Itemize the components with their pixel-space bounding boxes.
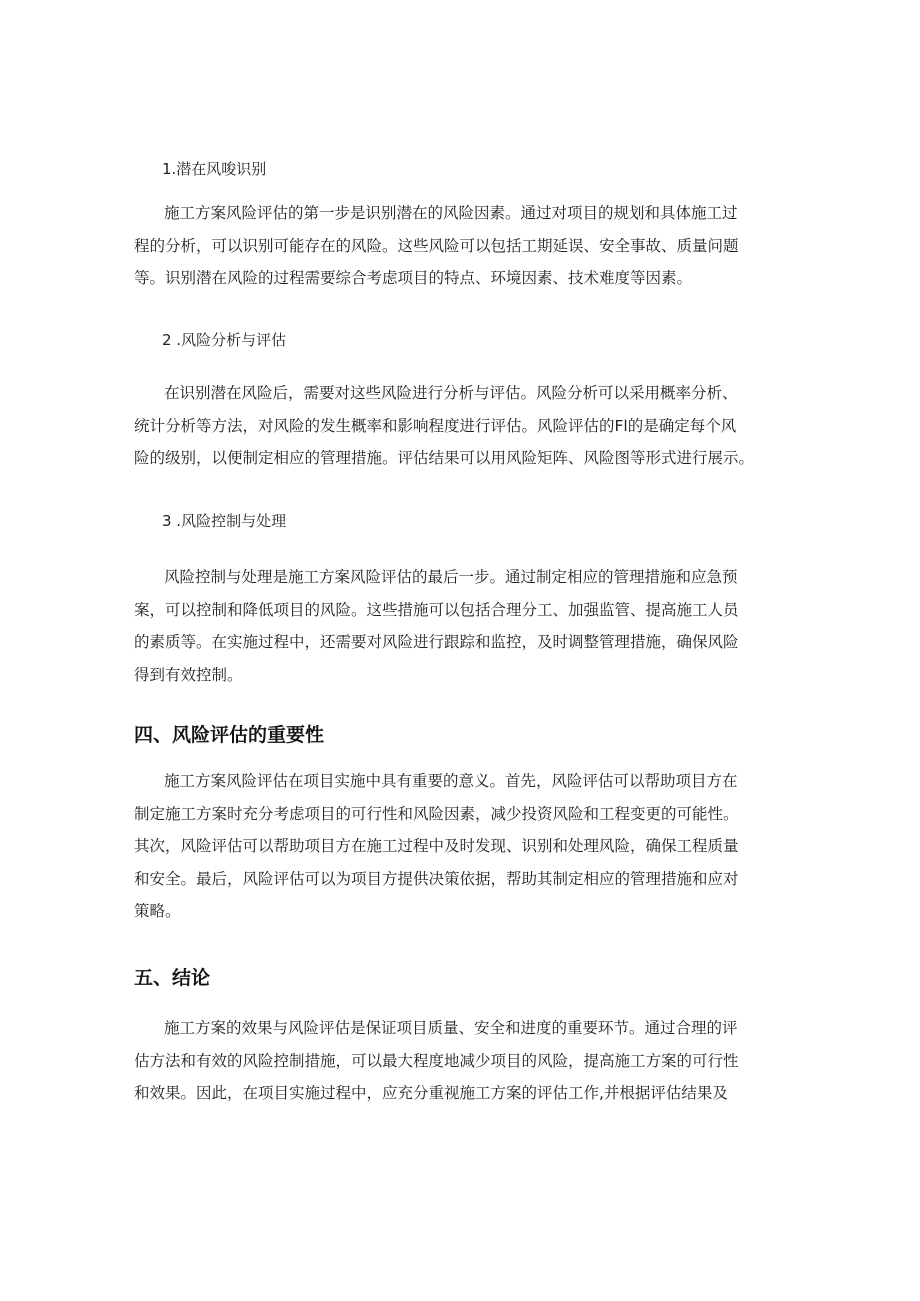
item-heading-3: 3 .风险控制与处理 xyxy=(162,512,287,530)
paragraph-line: 得到有效控制。 xyxy=(134,665,243,684)
paragraph-line: 在识别潜在风险后，需要对这些风险进行分析与评估。风险分析可以采用概率分析、 xyxy=(164,384,738,402)
item-heading-2: 2 .风险分析与评估 xyxy=(162,331,287,349)
paragraph-item-3 xyxy=(134,561,798,691)
paragraph-line: 施工方案风险评估的第一步是识别潜在的风险因素。通过对项目的规划和具体施工过 xyxy=(164,204,738,222)
paragraph-section-5 xyxy=(134,1012,798,1110)
paragraph-line: 估方法和有效的风险控制措施，可以最大程度地减少项目的风险，提高施工方案的可行性 xyxy=(134,1051,739,1070)
paragraph-line: 等。识别潜在风险的过程需要综合考虑项目的特点、环境因素、技术难度等因素。 xyxy=(134,269,693,287)
paragraph-line: 制定施工方案时充分考虑项目的可行性和风险因素，减少投资风险和工程变更的可能性。 xyxy=(134,804,739,823)
paragraph-line: 和安全。最后，风险评估可以为项目方提供决策依据，帮助其制定相应的管理措施和应对 xyxy=(134,869,739,888)
paragraph-line: 案，可以控制和降低项目的风险。这些措施可以包括合理分工、加强监管、提高施工人员 xyxy=(134,600,739,619)
paragraph-section-4 xyxy=(134,765,798,928)
paragraph-line: 施工方案的效果与风险评估是保证项目质量、安全和进度的重要环节。通过合理的评 xyxy=(164,1019,738,1037)
paragraph-item-1 xyxy=(134,197,798,295)
paragraph-item-2 xyxy=(134,377,798,475)
paragraph-line: 施工方案风险评估在项目实施中具有重要的意义。首先，风险评估可以帮助项目方在 xyxy=(164,772,738,790)
section-heading-5: 五、结论 xyxy=(134,967,211,989)
paragraph-line: 策略。 xyxy=(134,902,181,920)
paragraph-line: 险的级别，以便制定相应的管理措施。评估结果可以用风险矩阵、风险图等形式进行展示。 xyxy=(134,449,755,467)
paragraph-line: 和效果。因此，在项目实施过程中，应充分重视施工方案的评估工作,并根据评估结果及 xyxy=(134,1084,728,1102)
paragraph-line: 风险控制与处理是施工方案风险评估的最后一步。通过制定相应的管理措施和应急预 xyxy=(164,568,738,586)
paragraph-line: 的素质等。在实施过程中，还需要对风险进行跟踪和监控，及时调整管理措施，确保风险 xyxy=(134,633,739,651)
item-heading-1: 1.潜在风唆识别 xyxy=(162,160,267,178)
section-heading-4: 四、风险评估的重要性 xyxy=(134,724,325,746)
paragraph-line: 其次，风险评估可以帮助项目方在施工过程中及时发现、识别和处理风险，确保工程质量 xyxy=(134,837,739,855)
paragraph-line: 程的分析，可以识别可能存在的风险。这些风险可以包括工期延误、安全事故、质量问题 xyxy=(134,236,739,255)
paragraph-line: 统计分析等方法，对风险的发生概率和影响程度进行评估。风险评估的Fl的是确定每个风 xyxy=(134,416,737,435)
